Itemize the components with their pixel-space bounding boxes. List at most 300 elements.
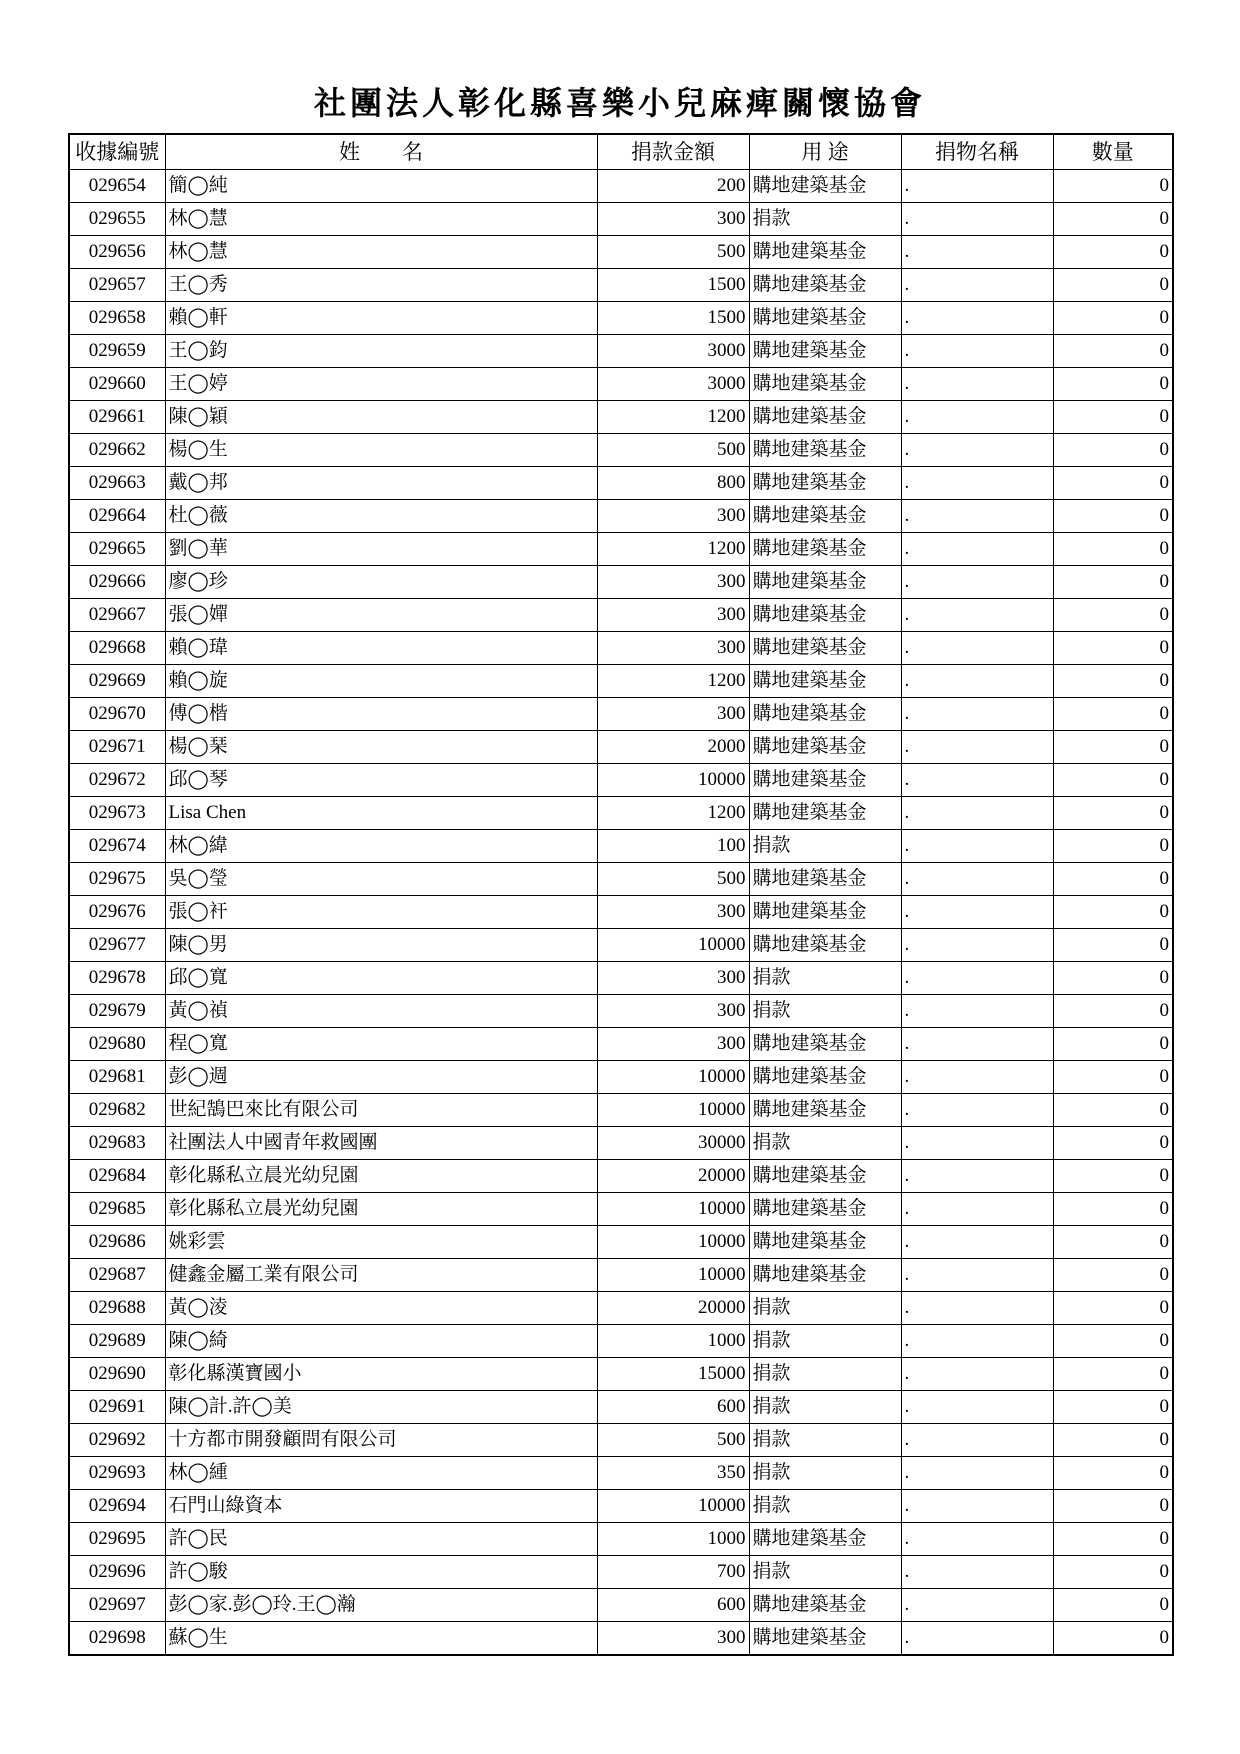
- quantity-cell: 0: [1053, 269, 1173, 302]
- item-name-cell: .: [901, 1523, 1053, 1556]
- amount-cell: 1200: [597, 797, 749, 830]
- name-cell: 邱◯寬: [165, 962, 597, 995]
- amount-cell: 1200: [597, 401, 749, 434]
- table-header: [69, 134, 1173, 170]
- amount-cell: 300: [597, 566, 749, 599]
- amount-cell: 300: [597, 896, 749, 929]
- amount-cell: 500: [597, 236, 749, 269]
- receipt-no-cell: 029682: [69, 1094, 165, 1127]
- table-row: [69, 236, 1173, 269]
- receipt-no-cell: 029670: [69, 698, 165, 731]
- name-cell: 簡◯純: [165, 170, 597, 203]
- name-cell: 陳◯男: [165, 929, 597, 962]
- table-row: [69, 1457, 1173, 1490]
- table-row: [69, 731, 1173, 764]
- item-name-cell: .: [901, 1094, 1053, 1127]
- amount-cell: 500: [597, 863, 749, 896]
- quantity-cell: 0: [1053, 764, 1173, 797]
- item-name-cell: .: [901, 1556, 1053, 1589]
- item-name-cell: .: [901, 830, 1053, 863]
- quantity-cell: 0: [1053, 1325, 1173, 1358]
- purpose-cell: 捐款: [749, 1325, 901, 1358]
- receipt-no-cell: 029655: [69, 203, 165, 236]
- name-cell: 世紀鵠巴來比有限公司: [165, 1094, 597, 1127]
- purpose-cell: 捐款: [749, 1358, 901, 1391]
- name-cell: 林◯慧: [165, 203, 597, 236]
- table-row: [69, 1325, 1173, 1358]
- item-name-cell: .: [901, 1424, 1053, 1457]
- purpose-cell: 購地建築基金: [749, 1094, 901, 1127]
- receipt-no-cell: 029680: [69, 1028, 165, 1061]
- name-cell: 林◯緟: [165, 1457, 597, 1490]
- amount-cell: 10000: [597, 1094, 749, 1127]
- quantity-cell: 0: [1053, 632, 1173, 665]
- quantity-cell: 0: [1053, 566, 1173, 599]
- item-name-cell: .: [901, 896, 1053, 929]
- table-row: [69, 269, 1173, 302]
- name-cell: 黃◯禎: [165, 995, 597, 1028]
- receipt-no-cell: 029685: [69, 1193, 165, 1226]
- table-row: [69, 401, 1173, 434]
- item-name-cell: .: [901, 962, 1053, 995]
- quantity-cell: 0: [1053, 1292, 1173, 1325]
- purpose-cell: 購地建築基金: [749, 1061, 901, 1094]
- purpose-cell: 捐款: [749, 1457, 901, 1490]
- amount-cell: 300: [597, 1622, 749, 1656]
- item-name-cell: .: [901, 1259, 1053, 1292]
- quantity-cell: 0: [1053, 1490, 1173, 1523]
- purpose-cell: 購地建築基金: [749, 632, 901, 665]
- receipt-no-cell: 029663: [69, 467, 165, 500]
- name-cell: 十方都市開發顧問有限公司: [165, 1424, 597, 1457]
- amount-cell: 1200: [597, 665, 749, 698]
- name-cell: 廖◯珍: [165, 566, 597, 599]
- amount-cell: 1000: [597, 1325, 749, 1358]
- quantity-cell: 0: [1053, 929, 1173, 962]
- quantity-cell: 0: [1053, 467, 1173, 500]
- table-row: [69, 830, 1173, 863]
- purpose-cell: 購地建築基金: [749, 698, 901, 731]
- name-cell: 林◯慧: [165, 236, 597, 269]
- receipt-no-cell: 029665: [69, 533, 165, 566]
- item-name-cell: .: [901, 1028, 1053, 1061]
- amount-cell: 500: [597, 434, 749, 467]
- table-row: [69, 896, 1173, 929]
- table-row: [69, 764, 1173, 797]
- header-name: 姓 名: [165, 134, 597, 170]
- table-row: [69, 797, 1173, 830]
- quantity-cell: 0: [1053, 335, 1173, 368]
- name-cell: 傅◯楷: [165, 698, 597, 731]
- table-row: [69, 929, 1173, 962]
- purpose-cell: 捐款: [749, 1424, 901, 1457]
- purpose-cell: 捐款: [749, 1292, 901, 1325]
- amount-cell: 2000: [597, 731, 749, 764]
- quantity-cell: 0: [1053, 1226, 1173, 1259]
- item-name-cell: .: [901, 1358, 1053, 1391]
- quantity-cell: 0: [1053, 170, 1173, 203]
- table-row: [69, 302, 1173, 335]
- item-name-cell: .: [901, 533, 1053, 566]
- purpose-cell: 購地建築基金: [749, 1226, 901, 1259]
- item-name-cell: .: [901, 566, 1053, 599]
- quantity-cell: 0: [1053, 1424, 1173, 1457]
- name-cell: 彭◯家.彭◯玲.王◯瀚: [165, 1589, 597, 1622]
- receipt-no-cell: 029671: [69, 731, 165, 764]
- quantity-cell: 0: [1053, 401, 1173, 434]
- table-row: [69, 1622, 1173, 1656]
- quantity-cell: 0: [1053, 1556, 1173, 1589]
- quantity-cell: 0: [1053, 599, 1173, 632]
- purpose-cell: 購地建築基金: [749, 269, 901, 302]
- amount-cell: 500: [597, 1424, 749, 1457]
- item-name-cell: .: [901, 170, 1053, 203]
- table-row: [69, 170, 1173, 203]
- quantity-cell: 0: [1053, 863, 1173, 896]
- amount-cell: 1000: [597, 1523, 749, 1556]
- table-row: [69, 1358, 1173, 1391]
- quantity-cell: 0: [1053, 1028, 1173, 1061]
- amount-cell: 300: [597, 500, 749, 533]
- quantity-cell: 0: [1053, 302, 1173, 335]
- purpose-cell: 捐款: [749, 1490, 901, 1523]
- purpose-cell: 購地建築基金: [749, 1160, 901, 1193]
- item-name-cell: .: [901, 368, 1053, 401]
- item-name-cell: .: [901, 797, 1053, 830]
- quantity-cell: 0: [1053, 797, 1173, 830]
- item-name-cell: .: [901, 269, 1053, 302]
- purpose-cell: 購地建築基金: [749, 665, 901, 698]
- quantity-cell: 0: [1053, 1589, 1173, 1622]
- receipt-no-cell: 029677: [69, 929, 165, 962]
- quantity-cell: 0: [1053, 731, 1173, 764]
- name-cell: 杜◯薇: [165, 500, 597, 533]
- table-row: [69, 1193, 1173, 1226]
- amount-cell: 3000: [597, 368, 749, 401]
- quantity-cell: 0: [1053, 1358, 1173, 1391]
- receipt-no-cell: 029681: [69, 1061, 165, 1094]
- name-cell: 劉◯華: [165, 533, 597, 566]
- quantity-cell: 0: [1053, 665, 1173, 698]
- quantity-cell: 0: [1053, 1127, 1173, 1160]
- table-row: [69, 1226, 1173, 1259]
- purpose-cell: 購地建築基金: [749, 170, 901, 203]
- purpose-cell: 購地建築基金: [749, 1523, 901, 1556]
- name-cell: 陳◯綺: [165, 1325, 597, 1358]
- amount-cell: 30000: [597, 1127, 749, 1160]
- table-body: [69, 170, 1173, 1656]
- name-cell: 王◯鈞: [165, 335, 597, 368]
- quantity-cell: 0: [1053, 830, 1173, 863]
- quantity-cell: 0: [1053, 368, 1173, 401]
- table-row: [69, 665, 1173, 698]
- table-row: [69, 434, 1173, 467]
- table-row: [69, 599, 1173, 632]
- name-cell: 彰化縣私立晨光幼兒園: [165, 1193, 597, 1226]
- item-name-cell: .: [901, 1127, 1053, 1160]
- receipt-no-cell: 029656: [69, 236, 165, 269]
- receipt-no-cell: 029658: [69, 302, 165, 335]
- purpose-cell: 購地建築基金: [749, 863, 901, 896]
- name-cell: 陳◯穎: [165, 401, 597, 434]
- quantity-cell: 0: [1053, 533, 1173, 566]
- amount-cell: 10000: [597, 1226, 749, 1259]
- table-row: [69, 203, 1173, 236]
- receipt-no-cell: 029666: [69, 566, 165, 599]
- receipt-no-cell: 029678: [69, 962, 165, 995]
- receipt-no-cell: 029673: [69, 797, 165, 830]
- purpose-cell: 捐款: [749, 1391, 901, 1424]
- name-cell: Lisa Chen: [165, 797, 597, 830]
- purpose-cell: 購地建築基金: [749, 1028, 901, 1061]
- purpose-cell: 購地建築基金: [749, 236, 901, 269]
- name-cell: 賴◯軒: [165, 302, 597, 335]
- receipt-no-cell: 029672: [69, 764, 165, 797]
- name-cell: 楊◯琹: [165, 731, 597, 764]
- name-cell: 許◯民: [165, 1523, 597, 1556]
- receipt-no-cell: 029661: [69, 401, 165, 434]
- receipt-no-cell: 029664: [69, 500, 165, 533]
- amount-cell: 100: [597, 830, 749, 863]
- quantity-cell: 0: [1053, 962, 1173, 995]
- purpose-cell: 捐款: [749, 995, 901, 1028]
- table-row: [69, 1160, 1173, 1193]
- receipt-no-cell: 029659: [69, 335, 165, 368]
- item-name-cell: .: [901, 1391, 1053, 1424]
- header-purpose: 用 途: [749, 134, 901, 170]
- name-cell: 張◯衦: [165, 896, 597, 929]
- table-row: [69, 995, 1173, 1028]
- table-row: [69, 335, 1173, 368]
- name-cell: 蘇◯生: [165, 1622, 597, 1656]
- name-cell: 戴◯邦: [165, 467, 597, 500]
- quantity-cell: 0: [1053, 236, 1173, 269]
- amount-cell: 300: [597, 962, 749, 995]
- purpose-cell: 購地建築基金: [749, 434, 901, 467]
- name-cell: 許◯駿: [165, 1556, 597, 1589]
- table-row: [69, 1523, 1173, 1556]
- receipt-no-cell: 029667: [69, 599, 165, 632]
- item-name-cell: .: [901, 863, 1053, 896]
- amount-cell: 3000: [597, 335, 749, 368]
- receipt-no-cell: 029674: [69, 830, 165, 863]
- table-row: [69, 500, 1173, 533]
- amount-cell: 200: [597, 170, 749, 203]
- amount-cell: 700: [597, 1556, 749, 1589]
- purpose-cell: 購地建築基金: [749, 401, 901, 434]
- purpose-cell: 購地建築基金: [749, 1622, 901, 1656]
- item-name-cell: .: [901, 1226, 1053, 1259]
- name-cell: 姚彩雲: [165, 1226, 597, 1259]
- name-cell: 王◯婷: [165, 368, 597, 401]
- purpose-cell: 購地建築基金: [749, 1193, 901, 1226]
- table-row: [69, 1094, 1173, 1127]
- receipt-no-cell: 029669: [69, 665, 165, 698]
- amount-cell: 800: [597, 467, 749, 500]
- purpose-cell: 購地建築基金: [749, 533, 901, 566]
- quantity-cell: 0: [1053, 1457, 1173, 1490]
- receipt-no-cell: 029694: [69, 1490, 165, 1523]
- receipt-no-cell: 029675: [69, 863, 165, 896]
- header-amount: 捐款金額: [597, 134, 749, 170]
- item-name-cell: .: [901, 1490, 1053, 1523]
- receipt-no-cell: 029686: [69, 1226, 165, 1259]
- receipt-no-cell: 029657: [69, 269, 165, 302]
- receipt-no-cell: 029689: [69, 1325, 165, 1358]
- item-name-cell: .: [901, 1292, 1053, 1325]
- receipt-no-cell: 029660: [69, 368, 165, 401]
- amount-cell: 1500: [597, 269, 749, 302]
- name-cell: 陳◯計.許◯美: [165, 1391, 597, 1424]
- table-row: [69, 467, 1173, 500]
- donation-table: [68, 133, 1174, 1656]
- amount-cell: 300: [597, 995, 749, 1028]
- item-name-cell: .: [901, 1061, 1053, 1094]
- table-row: [69, 962, 1173, 995]
- amount-cell: 600: [597, 1391, 749, 1424]
- item-name-cell: .: [901, 302, 1053, 335]
- item-name-cell: .: [901, 698, 1053, 731]
- name-cell: 黃◯淩: [165, 1292, 597, 1325]
- name-cell: 社團法人中國青年救國團: [165, 1127, 597, 1160]
- purpose-cell: 購地建築基金: [749, 599, 901, 632]
- name-cell: 彰化縣私立晨光幼兒園: [165, 1160, 597, 1193]
- item-name-cell: .: [901, 599, 1053, 632]
- quantity-cell: 0: [1053, 1259, 1173, 1292]
- receipt-no-cell: 029690: [69, 1358, 165, 1391]
- name-cell: 張◯嬋: [165, 599, 597, 632]
- name-cell: 吳◯瑩: [165, 863, 597, 896]
- amount-cell: 10000: [597, 1061, 749, 1094]
- amount-cell: 300: [597, 599, 749, 632]
- amount-cell: 300: [597, 632, 749, 665]
- header-item-name: 捐物名稱: [901, 134, 1053, 170]
- table-row: [69, 533, 1173, 566]
- name-cell: 王◯秀: [165, 269, 597, 302]
- amount-cell: 350: [597, 1457, 749, 1490]
- amount-cell: 10000: [597, 929, 749, 962]
- purpose-cell: 購地建築基金: [749, 764, 901, 797]
- item-name-cell: .: [901, 1457, 1053, 1490]
- item-name-cell: .: [901, 1160, 1053, 1193]
- quantity-cell: 0: [1053, 1523, 1173, 1556]
- purpose-cell: 購地建築基金: [749, 1589, 901, 1622]
- purpose-cell: 購地建築基金: [749, 896, 901, 929]
- purpose-cell: 購地建築基金: [749, 731, 901, 764]
- purpose-cell: 購地建築基金: [749, 566, 901, 599]
- amount-cell: 15000: [597, 1358, 749, 1391]
- receipt-no-cell: 029676: [69, 896, 165, 929]
- purpose-cell: 購地建築基金: [749, 1259, 901, 1292]
- name-cell: 程◯寬: [165, 1028, 597, 1061]
- item-name-cell: .: [901, 236, 1053, 269]
- table-row: [69, 1127, 1173, 1160]
- name-cell: 石門山綠資本: [165, 1490, 597, 1523]
- purpose-cell: 購地建築基金: [749, 929, 901, 962]
- purpose-cell: 捐款: [749, 203, 901, 236]
- amount-cell: 10000: [597, 1490, 749, 1523]
- amount-cell: 300: [597, 203, 749, 236]
- receipt-no-cell: 029679: [69, 995, 165, 1028]
- item-name-cell: .: [901, 1325, 1053, 1358]
- quantity-cell: 0: [1053, 995, 1173, 1028]
- receipt-no-cell: 029695: [69, 1523, 165, 1556]
- purpose-cell: 購地建築基金: [749, 467, 901, 500]
- name-cell: 彰化縣漢寶國小: [165, 1358, 597, 1391]
- purpose-cell: 捐款: [749, 1556, 901, 1589]
- receipt-no-cell: 029693: [69, 1457, 165, 1490]
- quantity-cell: 0: [1053, 1094, 1173, 1127]
- item-name-cell: .: [901, 995, 1053, 1028]
- purpose-cell: 購地建築基金: [749, 335, 901, 368]
- quantity-cell: 0: [1053, 698, 1173, 731]
- quantity-cell: 0: [1053, 1193, 1173, 1226]
- purpose-cell: 捐款: [749, 1127, 901, 1160]
- receipt-no-cell: 029654: [69, 170, 165, 203]
- amount-cell: 1200: [597, 533, 749, 566]
- item-name-cell: .: [901, 731, 1053, 764]
- table-row: [69, 1556, 1173, 1589]
- receipt-no-cell: 029662: [69, 434, 165, 467]
- purpose-cell: 捐款: [749, 962, 901, 995]
- purpose-cell: 購地建築基金: [749, 368, 901, 401]
- item-name-cell: .: [901, 467, 1053, 500]
- item-name-cell: .: [901, 1622, 1053, 1656]
- amount-cell: 10000: [597, 1259, 749, 1292]
- quantity-cell: 0: [1053, 1160, 1173, 1193]
- item-name-cell: .: [901, 401, 1053, 434]
- purpose-cell: 捐款: [749, 830, 901, 863]
- item-name-cell: .: [901, 929, 1053, 962]
- item-name-cell: .: [901, 500, 1053, 533]
- name-cell: 楊◯生: [165, 434, 597, 467]
- item-name-cell: .: [901, 1589, 1053, 1622]
- quantity-cell: 0: [1053, 203, 1173, 236]
- item-name-cell: .: [901, 665, 1053, 698]
- receipt-no-cell: 029691: [69, 1391, 165, 1424]
- purpose-cell: 購地建築基金: [749, 500, 901, 533]
- table-row: [69, 566, 1173, 599]
- amount-cell: 20000: [597, 1292, 749, 1325]
- table-row: [69, 698, 1173, 731]
- quantity-cell: 0: [1053, 1061, 1173, 1094]
- amount-cell: 300: [597, 698, 749, 731]
- purpose-cell: 購地建築基金: [749, 302, 901, 335]
- document-title: 社團法人彰化縣喜樂小兒麻痺關懷協會: [313, 84, 926, 122]
- item-name-cell: .: [901, 764, 1053, 797]
- table-row: [69, 1424, 1173, 1457]
- table-row: [69, 632, 1173, 665]
- receipt-no-cell: 029688: [69, 1292, 165, 1325]
- name-cell: 林◯緯: [165, 830, 597, 863]
- name-cell: 邱◯琴: [165, 764, 597, 797]
- receipt-no-cell: 029697: [69, 1589, 165, 1622]
- receipt-no-cell: 029696: [69, 1556, 165, 1589]
- table-row: [69, 1490, 1173, 1523]
- quantity-cell: 0: [1053, 1391, 1173, 1424]
- amount-cell: 600: [597, 1589, 749, 1622]
- table-row: [69, 1589, 1173, 1622]
- receipt-no-cell: 029692: [69, 1424, 165, 1457]
- amount-cell: 10000: [597, 764, 749, 797]
- item-name-cell: .: [901, 434, 1053, 467]
- table-row: [69, 368, 1173, 401]
- item-name-cell: .: [901, 335, 1053, 368]
- receipt-no-cell: 029698: [69, 1622, 165, 1656]
- table-row: [69, 1391, 1173, 1424]
- receipt-no-cell: 029684: [69, 1160, 165, 1193]
- name-cell: 賴◯旋: [165, 665, 597, 698]
